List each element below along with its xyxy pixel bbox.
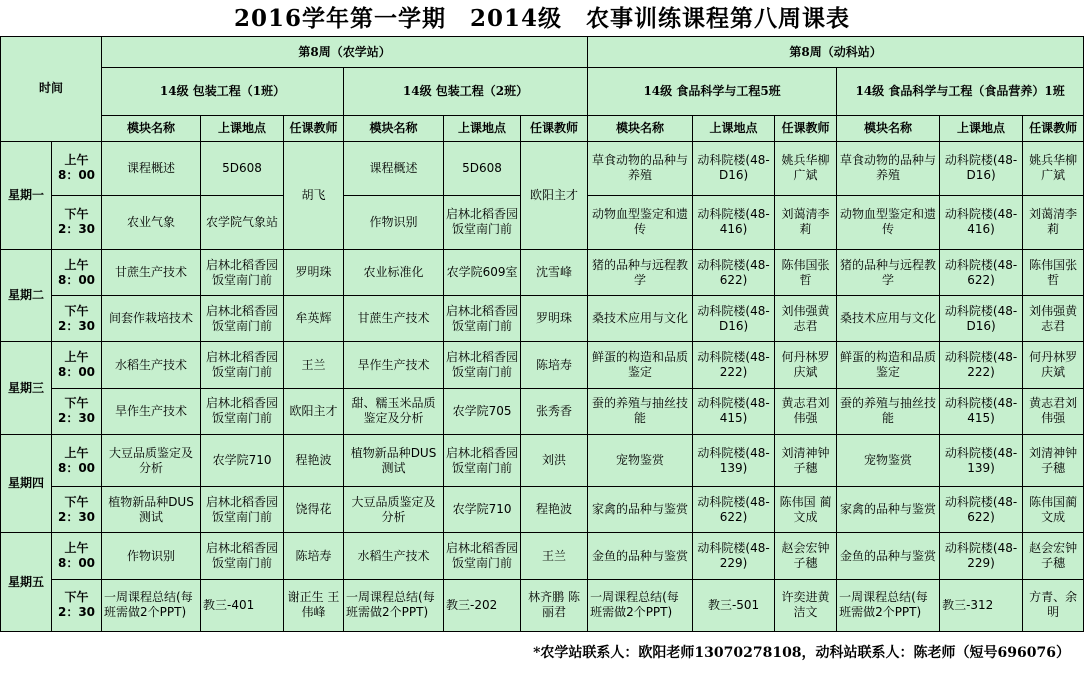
teacher-cell: 何丹林罗庆斌 <box>775 342 837 388</box>
module-cell: 草食动物的品种与养殖 <box>588 141 693 195</box>
slot-label: 下午 2：30 <box>52 388 102 434</box>
location-cell: 农学院705 <box>444 388 521 434</box>
teacher-cell: 欧阳主才 <box>284 388 344 434</box>
teacher-cell: 刘清神钟子穗 <box>1023 434 1084 486</box>
location-cell: 动科院楼(48-D16) <box>940 296 1023 342</box>
location-cell: 动科院楼(48-222) <box>693 342 775 388</box>
module-cell: 蚕的养殖与抽丝技能 <box>837 388 940 434</box>
day-label: 星期三 <box>1 342 52 434</box>
col-header-location: 上课地点 <box>444 116 521 141</box>
col-header-teacher: 任课教师 <box>1023 116 1084 141</box>
module-cell: 农业标准化 <box>344 250 444 296</box>
slot-label: 上午 8：00 <box>52 434 102 486</box>
location-cell: 动科院楼(48-D16) <box>693 296 775 342</box>
location-cell: 动科院楼(48-222) <box>940 342 1023 388</box>
module-cell: 水稻生产技术 <box>102 342 201 388</box>
col-header-teacher: 任课教师 <box>284 116 344 141</box>
module-cell: 甘蔗生产技术 <box>344 296 444 342</box>
page-title: 2016学年第一学期 2014级 农事训练课程第八周课表 <box>233 5 851 32</box>
module-cell: 一周课程总结(每班需做2个PPT) <box>102 579 201 631</box>
location-cell: 教三-501 <box>693 579 775 631</box>
teacher-cell: 牟英辉 <box>284 296 344 342</box>
location-cell: 农学院710 <box>444 487 521 533</box>
location-cell: 启林北稻香园饭堂南门前 <box>444 533 521 579</box>
module-cell: 课程概述 <box>344 141 444 195</box>
slot-label: 下午 2：30 <box>52 296 102 342</box>
teacher-cell: 姚兵华柳广斌 <box>775 141 837 195</box>
teacher-cell: 赵会宏钟子穗 <box>1023 533 1084 579</box>
teacher-cell: 欧阳主才 <box>521 141 588 250</box>
time-header: 时间 <box>1 37 102 142</box>
teacher-cell: 方青、余明 <box>1023 579 1084 631</box>
teacher-cell: 饶得花 <box>284 487 344 533</box>
module-cell: 甜、糯玉米品质鉴定及分析 <box>344 388 444 434</box>
table-row <box>1 579 1084 631</box>
col-header-location: 上课地点 <box>693 116 775 141</box>
col-header-module: 模块名称 <box>588 116 693 141</box>
teacher-cell: 张秀香 <box>521 388 588 434</box>
module-cell: 植物新品种DUS测试 <box>344 434 444 486</box>
module-cell: 蚕的养殖与抽丝技能 <box>588 388 693 434</box>
location-cell: 动科院楼(48-622) <box>940 250 1023 296</box>
module-cell: 一周课程总结(每班需做2个PPT) <box>588 579 693 631</box>
module-cell: 动物血型鉴定和遗传 <box>588 195 693 249</box>
module-cell: 金鱼的品种与鉴赏 <box>588 533 693 579</box>
location-cell: 启林北稻香园饭堂南门前 <box>444 195 521 249</box>
teacher-cell: 程艳波 <box>284 434 344 486</box>
location-cell: 教三-312 <box>940 579 1023 631</box>
slot-label: 上午 8：00 <box>52 533 102 579</box>
station-header-agri: 第8周（农学站） <box>102 37 588 68</box>
location-cell: 农学院气象站 <box>201 195 284 249</box>
module-cell: 草食动物的品种与养殖 <box>837 141 940 195</box>
table-row <box>1 250 1084 296</box>
teacher-cell: 姚兵华柳广斌 <box>1023 141 1084 195</box>
teacher-cell: 陈伟国张 哲 <box>1023 250 1084 296</box>
location-cell: 动科院楼(48-622) <box>693 487 775 533</box>
location-cell: 教三-401 <box>201 579 284 631</box>
col-header-module: 模块名称 <box>837 116 940 141</box>
module-cell: 宠物鉴赏 <box>837 434 940 486</box>
location-cell: 启林北稻香园饭堂南门前 <box>201 250 284 296</box>
slot-label: 上午 8：00 <box>52 141 102 195</box>
class-header-4: 14级 食品科学与工程（食品营养）1班 <box>837 68 1084 116</box>
module-cell: 鲜蛋的构造和品质鉴定 <box>588 342 693 388</box>
module-cell: 桑技术应用与文化 <box>588 296 693 342</box>
teacher-cell: 刘洪 <box>521 434 588 486</box>
teacher-cell: 刘蔼清李莉 <box>1023 195 1084 249</box>
location-cell: 动科院楼(48-229) <box>940 533 1023 579</box>
teacher-cell: 罗明珠 <box>521 296 588 342</box>
table-row <box>1 141 1084 195</box>
class-header-1: 14级 包装工程（1班） <box>102 68 344 116</box>
location-cell: 农学院609室 <box>444 250 521 296</box>
teacher-cell: 何丹林罗庆斌 <box>1023 342 1084 388</box>
teacher-cell: 陈伟国 蔺文成 <box>775 487 837 533</box>
col-header-teacher: 任课教师 <box>775 116 837 141</box>
location-cell: 动科院楼(48-416) <box>940 195 1023 249</box>
slot-label: 下午 2：30 <box>52 195 102 249</box>
module-cell: 金鱼的品种与鉴赏 <box>837 533 940 579</box>
table-row <box>1 388 1084 434</box>
location-cell: 动科院楼(48-415) <box>940 388 1023 434</box>
teacher-cell: 王兰 <box>284 342 344 388</box>
location-cell: 启林北稻香园饭堂南门前 <box>201 296 284 342</box>
table-row <box>1 487 1084 533</box>
location-cell: 启林北稻香园饭堂南门前 <box>201 342 284 388</box>
teacher-cell: 谢正生 王伟峰 <box>284 579 344 631</box>
table-row <box>1 533 1084 579</box>
location-cell: 启林北稻香园饭堂南门前 <box>444 296 521 342</box>
day-label: 星期五 <box>1 533 52 632</box>
slot-label: 下午 2：30 <box>52 487 102 533</box>
teacher-cell: 刘蔼清李莉 <box>775 195 837 249</box>
location-cell: 5D608 <box>201 141 284 195</box>
location-cell: 动科院楼(48-622) <box>940 487 1023 533</box>
teacher-cell: 林齐鹏 陈丽君 <box>521 579 588 631</box>
module-cell: 植物新品种DUS测试 <box>102 487 201 533</box>
schedule-table <box>0 36 1084 632</box>
col-header-module: 模块名称 <box>344 116 444 141</box>
module-cell: 一周课程总结(每班需做2个PPT) <box>837 579 940 631</box>
col-header-location: 上课地点 <box>940 116 1023 141</box>
contact-footer: *农学站联系人：欧阳老师13070278108，动科站联系人：陈老师（短号696076） <box>533 645 1070 661</box>
class-header-2: 14级 包装工程（2班） <box>344 68 588 116</box>
teacher-cell: 胡飞 <box>284 141 344 250</box>
location-cell: 动科院楼(48-139) <box>693 434 775 486</box>
location-cell: 动科院楼(48-D16) <box>693 141 775 195</box>
location-cell: 动科院楼(48-D16) <box>940 141 1023 195</box>
day-label: 星期二 <box>1 250 52 342</box>
col-header-location: 上课地点 <box>201 116 284 141</box>
slot-label: 上午 8：00 <box>52 250 102 296</box>
module-cell: 家禽的品种与鉴赏 <box>837 487 940 533</box>
col-header-teacher: 任课教师 <box>521 116 588 141</box>
module-cell: 猪的品种与远程教学 <box>588 250 693 296</box>
teacher-cell: 黄志君刘伟强 <box>1023 388 1084 434</box>
module-cell: 大豆品质鉴定及分析 <box>102 434 201 486</box>
module-cell: 农业气象 <box>102 195 201 249</box>
teacher-cell: 沈雪峰 <box>521 250 588 296</box>
location-cell: 5D608 <box>444 141 521 195</box>
teacher-cell: 陈伟国张 哲 <box>775 250 837 296</box>
module-cell: 家禽的品种与鉴赏 <box>588 487 693 533</box>
location-cell: 启林北稻香园饭堂南门前 <box>444 342 521 388</box>
location-cell: 动科院楼(48-622) <box>693 250 775 296</box>
station-header-animal: 第8周（动科站） <box>588 37 1084 68</box>
slot-label: 下午 2：30 <box>52 579 102 631</box>
day-label: 星期一 <box>1 141 52 250</box>
teacher-cell: 刘伟强黄志君 <box>775 296 837 342</box>
location-cell: 启林北稻香园饭堂南门前 <box>201 388 284 434</box>
teacher-cell: 陈培寿 <box>284 533 344 579</box>
table-row <box>1 434 1084 486</box>
col-header-module: 模块名称 <box>102 116 201 141</box>
location-cell: 动科院楼(48-229) <box>693 533 775 579</box>
location-cell: 农学院710 <box>201 434 284 486</box>
location-cell: 启林北稻香园饭堂南门前 <box>444 434 521 486</box>
module-cell: 间套作栽培技术 <box>102 296 201 342</box>
module-cell: 甘蔗生产技术 <box>102 250 201 296</box>
module-cell: 作物识别 <box>344 195 444 249</box>
teacher-cell: 陈伟国蔺文成 <box>1023 487 1084 533</box>
location-cell: 教三-202 <box>444 579 521 631</box>
module-cell: 桑技术应用与文化 <box>837 296 940 342</box>
teacher-cell: 刘清神钟子穗 <box>775 434 837 486</box>
module-cell: 一周课程总结(每班需做2个PPT) <box>344 579 444 631</box>
teacher-cell: 赵会宏钟子穗 <box>775 533 837 579</box>
location-cell: 启林北稻香园饭堂南门前 <box>201 487 284 533</box>
location-cell: 启林北稻香园饭堂南门前 <box>201 533 284 579</box>
teacher-cell: 黄志君刘伟强 <box>775 388 837 434</box>
location-cell: 动科院楼(48-415) <box>693 388 775 434</box>
module-cell: 猪的品种与远程教学 <box>837 250 940 296</box>
day-label: 星期四 <box>1 434 52 532</box>
teacher-cell: 王兰 <box>521 533 588 579</box>
teacher-cell: 程艳波 <box>521 487 588 533</box>
class-header-3: 14级 食品科学与工程5班 <box>588 68 837 116</box>
module-cell: 旱作生产技术 <box>102 388 201 434</box>
teacher-cell: 许奕进黄洁文 <box>775 579 837 631</box>
module-cell: 水稻生产技术 <box>344 533 444 579</box>
teacher-cell: 刘伟强黄志君 <box>1023 296 1084 342</box>
location-cell: 动科院楼(48-139) <box>940 434 1023 486</box>
module-cell: 课程概述 <box>102 141 201 195</box>
table-row <box>1 296 1084 342</box>
module-cell: 鲜蛋的构造和品质鉴定 <box>837 342 940 388</box>
module-cell: 作物识别 <box>102 533 201 579</box>
module-cell: 宠物鉴赏 <box>588 434 693 486</box>
module-cell: 旱作生产技术 <box>344 342 444 388</box>
teacher-cell: 陈培寿 <box>521 342 588 388</box>
module-cell: 动物血型鉴定和遗传 <box>837 195 940 249</box>
location-cell: 动科院楼(48-416) <box>693 195 775 249</box>
table-row <box>1 342 1084 388</box>
slot-label: 上午 8：00 <box>52 342 102 388</box>
module-cell: 大豆品质鉴定及分析 <box>344 487 444 533</box>
teacher-cell: 罗明珠 <box>284 250 344 296</box>
